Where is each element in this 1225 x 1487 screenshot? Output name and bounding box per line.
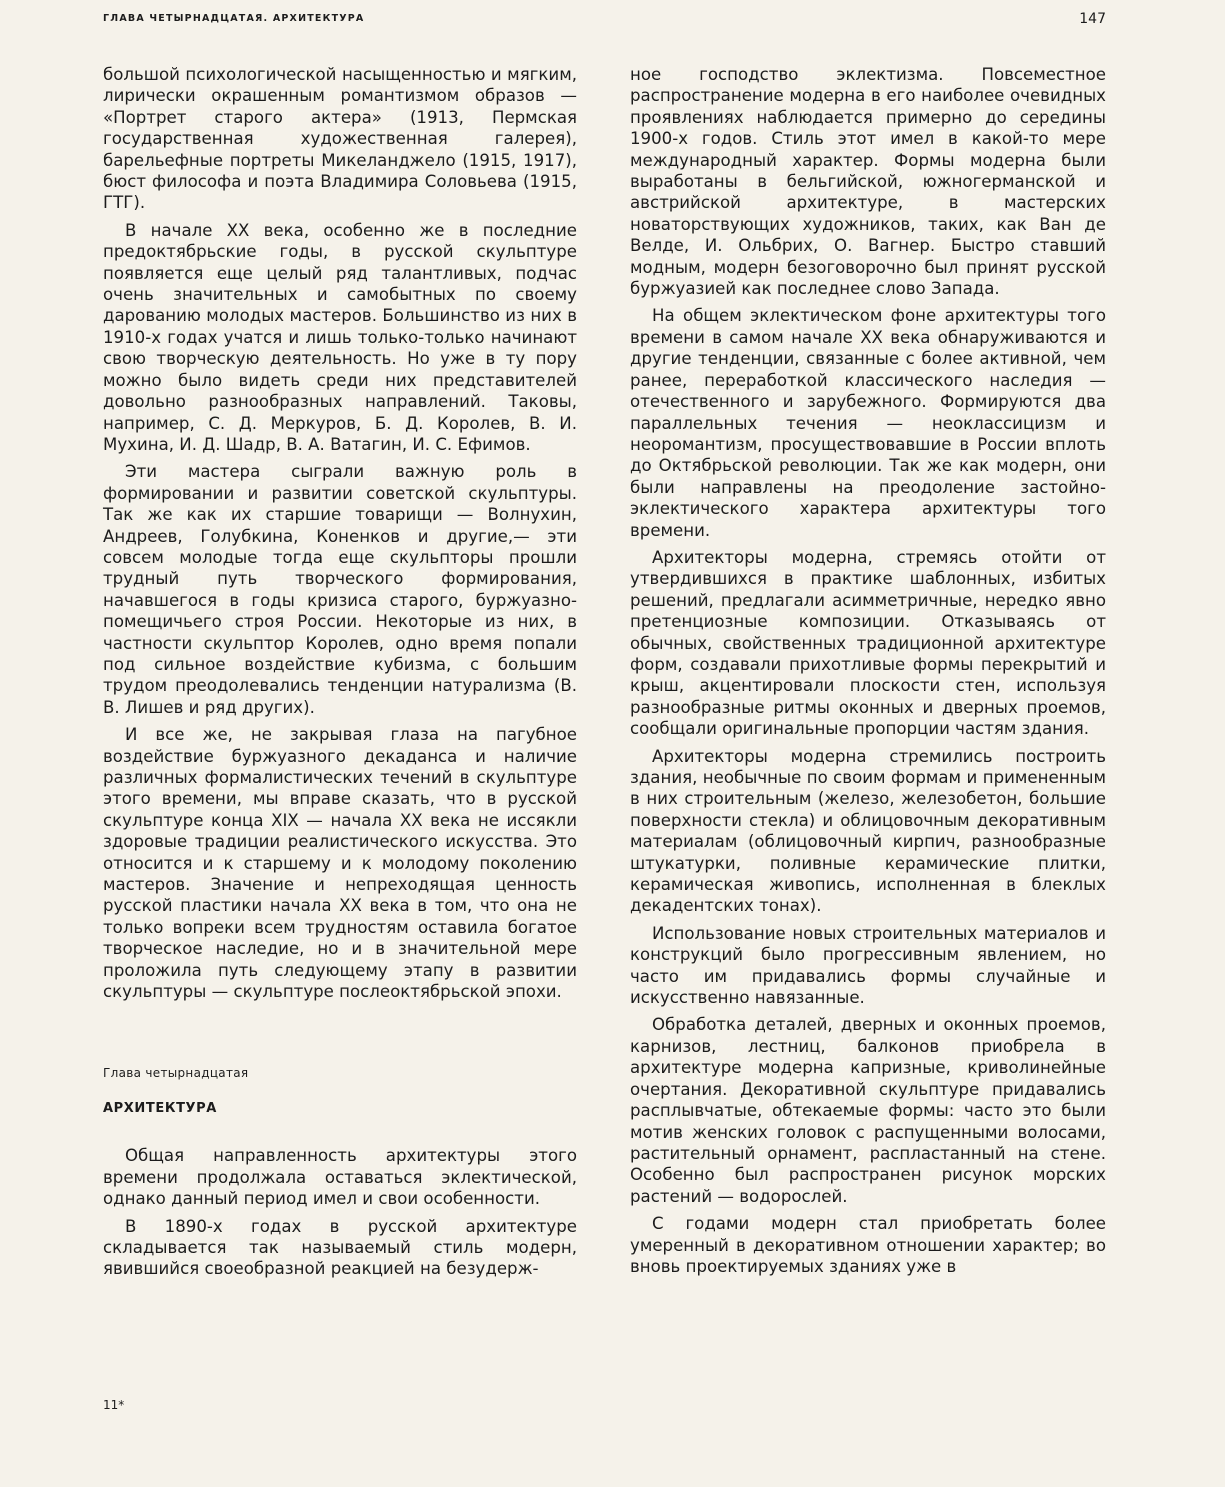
- paragraph: В 1890-х годах в русской архитектуре складывается так называемый стиль модерн, явившийся своеобразной реакцией на безудерж-: [103, 1216, 577, 1279]
- chapter-label: Глава четырнадцатая: [103, 1066, 249, 1081]
- paragraph: На общем эклектическом фоне архитектуры того времени в самом начале XX века обнаруживаются и другие тенденции, связанные с более активной, чем ранее, переработкой классического наследия — отечественного и зарубежного. Формируются два параллельных течения — неоклассицизм и неоромантизм, просуществовавшие в России вплоть до Октябрьской революции. Так же как модерн, они были направлены на преодоление застойно-эклектического характера архитектуры того времени.: [630, 306, 1106, 540]
- paragraph: Эти мастера сыграли важную роль в формировании и развитии советской скульптуры. Так же как их старшие товарищи — Волнухин, Андреев, Голубкина, Коненков и другие,— эти совсем молодые тогда еще скульпторы прошли трудный путь творческого формирования, начавшегося в годы кризиса старого, буржуазно-помещичьего строя России. Некоторые из них, в частности скульптор Королев, одно время попали под сильное воздействие кубизма, с большим трудом преодолевались тенденции натурализма (В. В. Лишев и ряд других).: [103, 462, 577, 717]
- running-title: ГЛАВА ЧЕТЫРНАДЦАТАЯ. АРХИТЕКТУРА: [103, 13, 365, 24]
- paragraph: Использование новых строительных материалов и конструкций было прогрессивным явлением, но часто им придавались формы случайные и искусственно навязанные.: [630, 923, 1106, 1008]
- paragraph: С годами модерн стал приобретать более умеренный в декоративном отношении характер; во вновь проектируемых зданиях уже в: [630, 1214, 1106, 1276]
- paragraph: Обработка деталей, дверных и оконных проемов, карнизов, лестниц, балконов приобрела в архитектуре модерна капризные, криволинейные очертания. Декоративной скульптуре придавались расплывчатые, обтекаемые формы: часто это были мотив женских головок с распущенными волосами, растительный орнамент, распластанный на стене. Особенно был распространен рисунок морских растений — водорослей.: [630, 1015, 1106, 1206]
- right-column: [630, 64, 1106, 1283]
- signature-mark: 11*: [103, 1398, 125, 1412]
- page-number: 147: [1079, 11, 1106, 27]
- paragraph: большой психологической насыщенностью и мягким, лирически окрашенным романтизмом образов — «Портрет старого актера» (1913, Пермская государственная художественная галерея), барельефные портреты Микеланджело (1915, 1917), бюст философа и поэта Владимира Соловьева (1915, ГТГ).: [103, 65, 577, 213]
- chapter-title: АРХИТЕКТУРА: [103, 1100, 217, 1116]
- left-column: [103, 64, 577, 1286]
- paragraph: И все же, не закрывая глаза на пагубное воздействие буржуазного декаданса и наличие различных формалистических течений в скульптуре этого времени, мы вправе сказать, что в русской скульптуре конца XIX — начала XX века не иссякли здоровые традиции реалистического искусства. Это относится и к старшему и к молодому поколению мастеров. Значение и непреходящая ценность русской пластики начала XX века в том, что она не только вопреки всем трудностям оставила богатое творческое наследие, но и в значительной мере проложила путь следующему этапу в развитии скульптуры — скульптуре послеоктябрьской эпохи.: [103, 725, 577, 1002]
- paragraph: Архитекторы модерна, стремясь отойти от утвердившихся в практике шаблонных, избитых решений, предлагали асимметричные, нередко явно претенциозные композиции. Отказываясь от обычных, свойственных традиционной архитектуре форм, создавали прихотливые формы перекрытий и крыш, акцентировали плоскости стен, используя разнообразные ритмы оконных и дверных проемов, сообщали оригинальные пропорции частям здания.: [630, 547, 1106, 739]
- paragraph: Общая направленность архитектуры этого времени продолжала оставаться эклектической, однако данный период имел и свои особенности.: [103, 1146, 577, 1209]
- paragraph: Архитекторы модерна стремились построить здания, необычные по своим формам и примененным в них строительным (железо, железобетон, большие поверхности стекла) и облицовочным декоративным материалам (облицовочный кирпич, разнообразные штукатурки, поливные керамические плитки, керамическая живопись, исполненная в блеклых декадентских тонах).: [630, 746, 1106, 916]
- paragraph: ное господство эклектизма. Повсеместное распространение модерна в его наиболее очевидных проявлениях наблюдается примерно до середины 1900-х годов. Стиль этот имел в какой-то мере международный характер. Формы модерна были выработаны в бельгийской, южногерманской и австрийской архитектуре, в мастерских новаторствующих художников, таких, как Ван де Велде, И. Ольбрих, О. Вагнер. Быстро ставший модным, модерн безоговорочно был принят русской буржуазией как последнее слово Запада.: [630, 65, 1106, 299]
- paragraph: В начале XX века, особенно же в последние предоктябрьские годы, в русской скульптуре появляется еще целый ряд талантливых, подчас очень значительных и самобытных по своему дарованию молодых мастеров. Большинство из них в 1910-х годах учатся и лишь только-только начинают свою творческую деятельность. Но уже в ту пору можно было видеть среди них представителей довольно разнообразных направлений. Таковы, например, С. Д. Меркуров, Б. Д. Королев, В. И. Мухина, И. Д. Шадр, В. А. Ватагин, И. С. Ефимов.: [103, 220, 577, 454]
